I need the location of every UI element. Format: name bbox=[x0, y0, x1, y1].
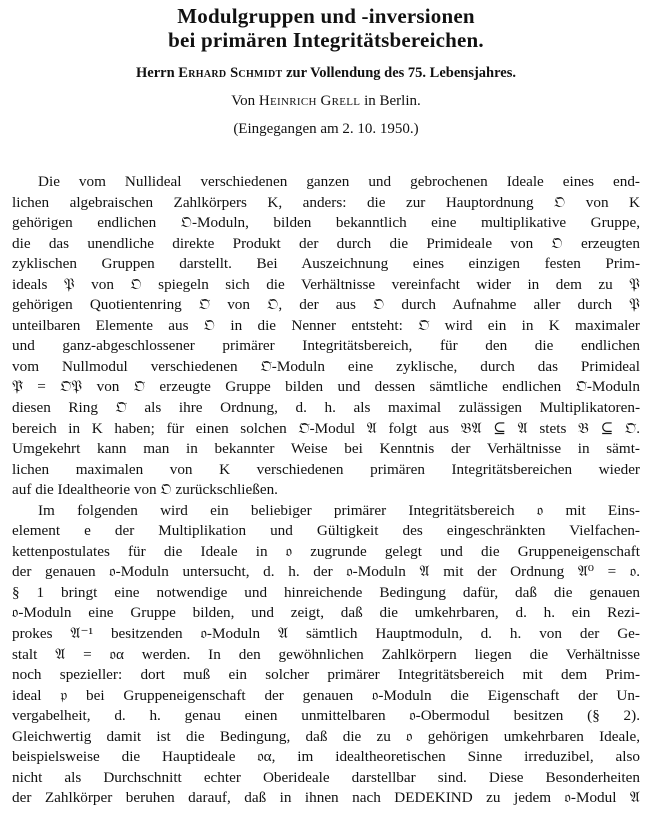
paragraph-line: § 1 bringt eine notwendige und hinreichende Bedingung dafür, daß die genauen bbox=[12, 583, 640, 601]
paragraph-line: element e der Multiplikation und Gültigkeit des eingeschränkten Vielfachen- bbox=[12, 522, 640, 540]
paragraph-line: diesen Ring 𝔒̃ als ihre Ordnung, d. h. als maximal zulässigen Multiplikatoren- bbox=[12, 399, 640, 417]
article-title bbox=[12, 4, 640, 52]
paragraph-line: der genauen 𝔬-Moduln untersucht, d. h. der 𝔬-Moduln 𝔄 mit der Ordnung 𝔄⁰ = 𝔬. bbox=[12, 563, 640, 581]
paragraph-line: Gleichwertig damit ist die Bedingung, daß die zu 𝔬 gehörigen umkehrbaren Ideale, bbox=[12, 727, 640, 745]
paragraph-line: lichen algebraischen Zahlkörpers K, anders: die zur Hauptordnung 𝔒 von K bbox=[12, 193, 640, 211]
paragraph-line: zyklischen Gruppen darstellt. Bei Auszeichnung eines einzigen festen Prim- bbox=[12, 255, 640, 273]
author-byline bbox=[12, 92, 640, 110]
paragraph-line: auf die Idealtheorie von 𝔒 zurückschließen. bbox=[12, 481, 278, 499]
dedication-name-last: Schmidt bbox=[230, 65, 283, 81]
paragraph-line: prokes 𝔄⁻¹ besitzenden 𝔬-Moduln 𝔄 sämtlich Hauptmoduln, d. h. von der Ge- bbox=[12, 625, 640, 643]
paragraph-line: stalt 𝔄 = 𝔬α werden. In den gewöhnlichen Zahlkörpern liegen die Verhältnisse bbox=[12, 645, 640, 663]
paragraph-line: lichen maximalen von K verschiedenen primären Integritätsbereichen wieder bbox=[12, 460, 640, 478]
paragraph-line: unteilbaren Elemente aus 𝔒 in die Nenner entsteht: 𝔒̃ wird ein in K maximaler bbox=[12, 316, 640, 334]
byline-prefix: Von bbox=[231, 93, 256, 109]
paragraph-line: 𝔬-Moduln eine Gruppe bilden, und zeigt, daß die umkehrbaren, d. h. ein Rezi- bbox=[12, 604, 640, 622]
paragraph-line: ideal 𝔭 bei Gruppeneigenschaft der genauen 𝔬-Moduln die Eigenschaft der Un- bbox=[12, 686, 640, 704]
paragraph-line: Im folgenden wird ein beliebiger primärer Integritätsbereich 𝔬 mit Eins- bbox=[38, 501, 640, 519]
title-line-1: Modulgruppen und -inversionen bbox=[177, 4, 475, 28]
paragraph-line: gehörigen Quotientenring 𝔒̃ von 𝔒, der aus 𝔒 durch Aufnahme aller durch 𝔓 bbox=[12, 296, 640, 314]
paragraph-line: der Zahlkörper beruhen darauf, daß in ihnen nach DEDEKIND zu jedem 𝔬-Modul 𝔄 bbox=[12, 789, 640, 807]
paragraph-1 bbox=[12, 172, 640, 501]
author-last-name: Grell bbox=[320, 93, 361, 109]
paragraph-line: nicht als Durchschnitt echter Oberideale darstellbar sind. Diese Besonderheiten bbox=[12, 768, 640, 786]
paragraph-line: Umgekehrt kann man in bekannter Weise bei Kenntnis der Verhältnisse in sämt- bbox=[12, 440, 640, 458]
paragraph-2 bbox=[12, 501, 640, 809]
dedication bbox=[12, 64, 640, 82]
paragraph-line: ideals 𝔓 von 𝔒 spiegeln sich die Verhältnisse vereinfacht wider in dem zu 𝔓 bbox=[12, 275, 640, 293]
title-line-2: bei primären Integritätsbereichen. bbox=[168, 28, 484, 52]
paragraph-line: kettenpostulates für die Ideale in 𝔬 zugrunde gelegt und die Gruppeneigenschaft bbox=[12, 542, 640, 560]
paragraph-line: beispielsweise die Hauptideale 𝔬α, im idealtheoretischen Sinne irreduzibel, also bbox=[12, 748, 640, 766]
paragraph-line: 𝔓̃ = 𝔒̃𝔓 von 𝔒̃ erzeugte Gruppe bilden und dessen sämtliche endlichen 𝔒̃-Moduln bbox=[12, 378, 640, 396]
received-date: (Eingegangen am 2. 10. 1950.) bbox=[233, 121, 419, 137]
author-first-name: Heinrich bbox=[258, 93, 317, 109]
paragraph-line: vom Nullmodul verschiedenen 𝔒̃-Moduln eine zyklische, durch das Primideal bbox=[12, 357, 640, 375]
dedication-suffix: zur Vollendung des 75. Lebensjahres. bbox=[286, 65, 516, 81]
paragraph-line: vergabelheit, d. h. genau einen unmittelbaren 𝔬-Obermodul besitzen (§ 2). bbox=[12, 707, 640, 725]
paragraph-line: und ganz-abgeschlossener primärer Integritätsbereich, für den die endlichen bbox=[12, 337, 640, 355]
dedication-name-first: Erhard bbox=[178, 65, 227, 81]
article-page bbox=[12, 4, 640, 818]
article-body bbox=[12, 172, 640, 809]
paragraph-line: die das unendliche direkte Produkt der durch die Primideale von 𝔒 erzeugten bbox=[12, 234, 640, 252]
paragraph-line: noch spezieller: dort muß ein solcher primärer Integritätsbereich mit dem Prim- bbox=[12, 666, 640, 684]
dedication-prefix: Herrn bbox=[136, 65, 175, 81]
paragraph-line: Die vom Nullideal verschiedenen ganzen und gebrochenen Ideale eines end- bbox=[38, 173, 640, 190]
byline-suffix: in Berlin. bbox=[364, 93, 421, 109]
paragraph-line: gehörigen endlichen 𝔒-Moduln, bilden bekanntlich eine multiplikative Gruppe, bbox=[12, 214, 640, 232]
paragraph-line: bereich in K haben; für einen solchen 𝔒̃-Modul 𝔄 folgt aus 𝔅𝔄 ⊆ 𝔄 stets 𝔅 ⊆ 𝔒̃. bbox=[12, 419, 640, 437]
